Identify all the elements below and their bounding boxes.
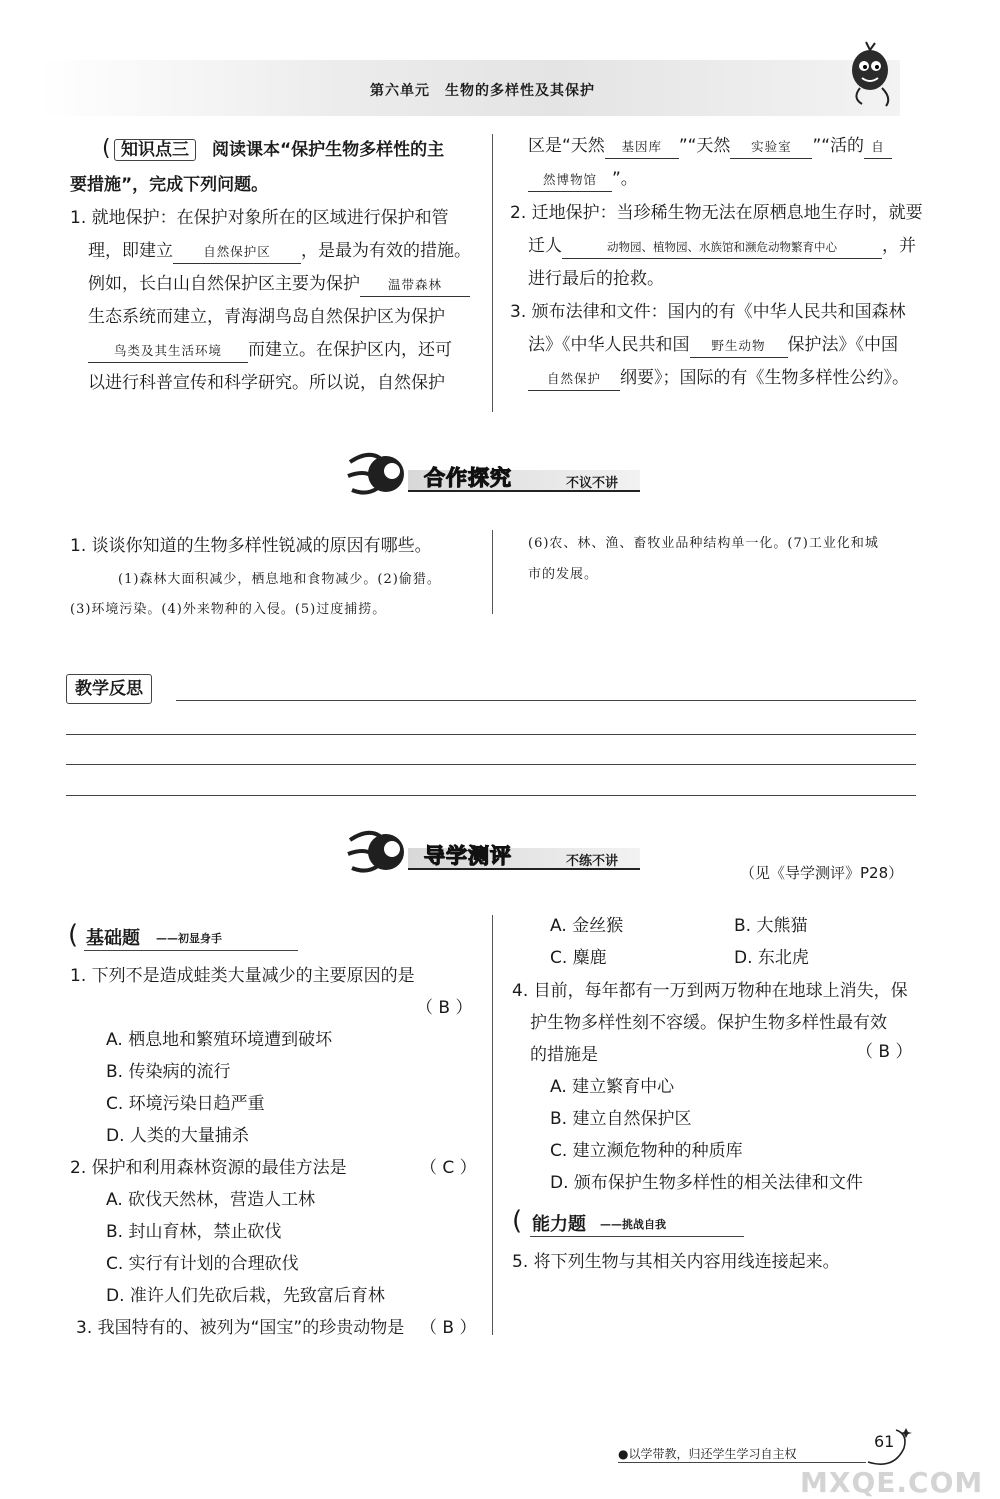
mascot-icon [842,40,902,110]
test-reference: （见《导学测评》P28） [740,864,904,882]
reflection-tag: 教学反思 [66,674,152,704]
test-banner-subtitle: 不练不讲 [566,854,619,869]
knowledge-intro-a: 阅读课本“保护生物多样性的主 [212,140,445,160]
q1-answer: （ B ） [416,998,473,1018]
reflection-line-2 [66,764,916,765]
basic-section-subtitle: ——初显身手 [156,932,222,945]
item1-line3: 例如，长白山自然保护区主要为保护 温带森林 [88,268,470,300]
q3-text: 3. 我国特有的、被列为“国宝”的珍贵动物是 [76,1318,405,1338]
bracket-icon: ( [102,136,111,161]
answer-museum-b: 然博物馆 [528,169,612,192]
unit-title: 第六单元 生物的多样性及其保护 [370,83,595,99]
basic-underline [84,950,298,951]
answer-nature-reserve: 自然保护区 [173,241,301,264]
q4-answer: （ B ） [856,1042,913,1062]
item1-line5: 鸟类及其生活环境 而建立。在保护区内，还可 [88,334,452,366]
item3-line2: 法》《中华人民共和国 野生动物 保护法》《中国 [528,329,898,361]
item1-line8: 然博物馆 ”。 [528,163,638,195]
item2-line2: 迁人 动物园、植物园、水族馆和濒危动物繁育中心 ，并 [528,230,916,262]
item1-line1: 1. 就地保护：在保护对象所在的区域进行保护和管 [70,208,449,228]
item1-line7: 区是“天然 基因库 ”“天然 实验室 ”“活的 自 [528,130,892,162]
q1-option-d: D. 人类的大量捕杀 [106,1126,249,1146]
q3-answer: （ B ） [420,1318,477,1338]
q4-option-a: A. 建立繁育中心 [550,1077,675,1097]
watermark: MXQE.COM [800,1466,984,1499]
reflection-line-3 [66,795,916,796]
ability-underline [530,1236,744,1237]
answer-wildlife: 野生动物 [690,335,788,358]
q2-option-a: A. 砍伐天然林，营造人工林 [106,1190,316,1210]
coop-answer-line1: (1)森林大面积减少，栖息地和食物减少。(2)偷猎。 [118,572,441,587]
coop-column-divider [492,530,493,614]
q1-text: 1. 下列不是造成蛙类大量减少的主要原因的是 [70,966,415,986]
item1-line2: 理，即建立 自然保护区 ，是最为有效的措施。 [88,235,471,267]
q5-text: 5. 将下列生物与其相关内容用线连接起来。 [512,1252,840,1272]
q2-option-b: B. 封山育林，禁止砍伐 [106,1222,282,1242]
q4-option-d: D. 颁布保护生物多样性的相关法律和文件 [550,1173,863,1193]
footer-rule [618,1462,866,1463]
coop-answer-right-line1: (6)农、林、渔、畜牧业品种结构单一化。(7)工业化和城 [528,536,879,551]
footer-slogan: ●以学带教，归还学生学习自主权 [618,1447,797,1461]
answer-museum-a: 自 [864,136,892,159]
q1-option-a: A. 栖息地和繁殖环境遭到破坏 [106,1030,333,1050]
q2-option-d: D. 准许人们先砍后栽，先致富后育林 [106,1286,385,1306]
q3-option-b: B. 大熊猫 [734,916,808,936]
answer-laboratory: 实验室 [730,136,812,159]
basic-section-label: 基础题 [86,928,140,949]
page-number: 61 [874,1432,895,1451]
answer-nature-protection: 自然保护 [528,368,620,391]
q1-option-c: C. 环境污染日趋严重 [106,1094,265,1114]
answer-gene-bank: 基因库 [605,136,679,159]
q3-option-c: C. 麋鹿 [550,948,607,968]
ability-bracket-icon: ( [512,1206,523,1236]
q4-line3: 的措施是 [530,1045,598,1065]
coop-banner-subtitle: 不议不讲 [566,476,619,491]
q4-option-b: B. 建立自然保护区 [550,1109,692,1129]
answer-birds-habitat: 鸟类及其生活环境 [88,340,248,363]
item1-line6: 以进行科普宣传和科学研究。所以说，自然保护 [88,373,445,393]
q2-answer: （ C ） [420,1158,477,1178]
item3-line1: 3. 颁布法律和文件：国内的有《中华人民共和国森林 [510,302,906,322]
q1-option-b: B. 传染病的流行 [106,1062,231,1082]
knowledge-intro-b: 要措施”，完成下列问题。 [70,175,269,195]
test-banner-title: 导学测评 [424,844,512,868]
knowledge-tag: 知识点三 [114,139,196,161]
item3-line3: 自然保护 纲要》；国际的有《生物多样性公约》。 [528,362,909,394]
q4-option-c: C. 建立濒危物种的种质库 [550,1141,743,1161]
q2-text: 2. 保护和利用森林资源的最佳方法是 [70,1158,347,1178]
item2-line1: 2. 迁地保护：当珍稀生物无法在原栖息地生存时，就要 [510,203,923,223]
reflection-line-1 [66,734,916,735]
ability-section-subtitle: ——挑战自我 [600,1218,666,1231]
coop-question: 1. 谈谈你知道的生物多样性锐减的原因有哪些。 [70,536,432,556]
q2-option-c: C. 实行有计划的合理砍伐 [106,1254,299,1274]
reflection-line-0 [176,700,916,701]
knowledge-intro-line1 [70,134,444,166]
item1-line4: 生态系统而建立，青海湖鸟岛自然保护区为保护 [88,307,445,327]
coop-answer-line2: (3)环境污染。(4)外来物种的入侵。(5)过度捕捞。 [70,602,387,617]
q4-line2: 护生物多样性刻不容缓。保护生物多样性最有效 [530,1013,887,1033]
column-divider [492,134,493,412]
page-number-swirl-icon [864,1424,914,1470]
ability-section-label: 能力题 [532,1214,586,1235]
q4-line1: 4. 目前，每年都有一万到两万物种在地球上消失，保 [512,981,908,1001]
q3-option-d: D. 东北虎 [734,948,809,968]
item2-line3: 进行最后的抢救。 [528,269,664,289]
test-column-divider [492,915,493,1335]
coop-answer-right-line2: 市的发展。 [528,567,599,582]
q3-option-a: A. 金丝猴 [550,916,624,936]
basic-bracket-icon: ( [68,920,79,950]
answer-ex-situ-places: 动物园、植物园、水族馆和濒危动物繁育中心 [562,236,882,259]
answer-temperate-forest: 温带森林 [360,274,470,297]
coop-banner-title: 合作探究 [424,466,512,490]
